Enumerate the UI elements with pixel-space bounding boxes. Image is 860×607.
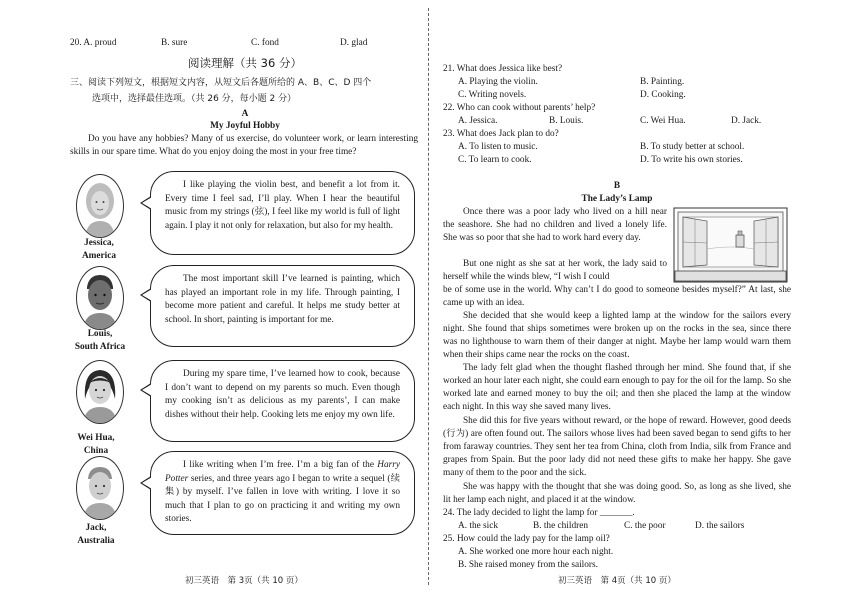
q22-option-d: D. Jack.: [731, 116, 762, 126]
passage-b-paragraph-5: She did this for five years without reward, or the hope of reward. However, good deeds (行为) are often found out. The sailors whose lives had been saved began to send gifts to her from faraway countries. They sent her tea from China, cloth from India, silk from France and grapes from Spain. But the poor lady did not need these gifts to make her happy. She gave many of them to the poor and the sick.: [443, 416, 791, 478]
passage-a-title: My Joyful Hobby: [210, 121, 280, 131]
q23-option-a: A. To listen to music.: [458, 142, 538, 152]
q23-option-d: D. To write his own stories.: [640, 155, 743, 165]
weihua-avatar: [76, 360, 124, 424]
jessica-text: I like playing the violin best, and benefit a lot from it. Every time I feel sad, I’ll play. When I hear the beautiful music from my strings (弦), I feel like my world is full of light again. I play it not only for relaxation, but also for my health.: [165, 180, 400, 231]
q23-option-b: B. To study better at school.: [640, 142, 745, 152]
louis-text: The most important skill I’ve learned is painting, which has played an important role in my life. Through painting, I become more patient and careful. It helps me study better at school. In short, painting is important for me.: [165, 274, 400, 325]
q22-option-b: B. Louis.: [549, 116, 584, 126]
q23-option-c: C. To learn to cook.: [458, 155, 532, 165]
passage-b-paragraph-4: The lady felt glad when the thought flashed through her mind. She found that, if she worked an hour later each night, she could earn enough to pay for the oil for the lamp. So she worked late and earned money to buy the oil; and then she placed the lamp at the window each night. In this way she saved many lives.: [443, 363, 791, 412]
passage-a-letter: A: [241, 109, 249, 119]
weihua-name: Wei Hua, China: [77, 433, 115, 456]
q24-option-b: B. the children: [533, 521, 588, 531]
jack-speech-bubble: [150, 451, 415, 535]
passage-b-paragraph-2b: be of some use in the world. Why can’t I do good to someone besides myself?” At last, she came up with an idea.: [443, 285, 791, 308]
q20-option-b: B. sure: [161, 38, 188, 48]
weihua-text: During my spare time, I’ve learned how to cook, because I don’t want to depend on my parents so much. Even though my cooking isn’t as delicious as my parents’, I can make dishes without their help. Cooking lets me enjoy my own life.: [165, 369, 400, 420]
jack-text: I like writing when I’m free. I’m a big fan of the Harry Potter series, and three years ago I began to write a sequel (续集) by myself. I’ve fallen in love with writing. I love it so much that I plan to go on practicing it and writing my own stories.: [165, 460, 400, 524]
q24-stem: 24. The lady decided to light the lamp for _______.: [443, 508, 635, 518]
q24-option-c: C. the poor: [624, 521, 666, 531]
passage-b-paragraph-2a: But one night as she sat at her work, the lady said to herself while the winds blew, “I wish I could: [443, 259, 667, 282]
passage-b-letter: B: [613, 181, 621, 191]
q24-option-d: D. the sailors: [695, 521, 745, 531]
left-page-footer: 初三英语 第 3页（共 10 页）: [185, 576, 303, 586]
q20-option-c: C. fond: [251, 38, 279, 48]
louis-avatar: [76, 266, 124, 330]
q21-option-c: C. Writing novels.: [458, 90, 527, 100]
page-divider: [428, 8, 429, 585]
passage-b-title: The Lady’s Lamp: [581, 194, 653, 204]
q20-stem: 20. A. proud: [70, 38, 117, 48]
q21-option-d: D. Cooking.: [640, 90, 686, 100]
section-title: 阅读理解（共 36 分）: [188, 56, 302, 70]
passage-a-intro: Do you have any hobbies? Many of us exercise, do volunteer work, or learn interesting skills in our spare time. What do you enjoy doing the most in your free time?: [70, 134, 418, 157]
right-page-footer: 初三英语 第 4页（共 10 页）: [558, 576, 676, 586]
passage-b-paragraph-3: She decided that she would keep a lighted lamp at the window for the sailors every night. She found that ships sometimes were broken up on the rocks in the sea, since there was no lighthouse to warn them of their danger at night. Maybe her lamp would warn them when their ships came near the rocks on the coast.: [443, 311, 791, 360]
q25-option-b: B. She raised money from the sailors.: [458, 560, 598, 570]
instructions-line-1: 三、阅读下列短文，根据短文内容，从短文后各题所给的 A、B、C、D 四个: [70, 78, 372, 88]
q21-stem: 21. What does Jessica like best?: [443, 64, 563, 74]
jessica-name: Jessica, America: [81, 238, 117, 261]
q21-option-b: B. Painting.: [640, 77, 685, 87]
window-lamp-illustration: [673, 207, 788, 283]
jessica-avatar: [76, 174, 124, 238]
q22-stem: 22. Who can cook without parents’ help?: [443, 103, 596, 113]
instructions-line-2: 选项中，选择最佳选项。（共 26 分，每小题 2 分）: [92, 94, 297, 104]
q21-option-a: A. Playing the violin.: [458, 77, 538, 87]
q23-stem: 23. What does Jack plan to do?: [443, 129, 559, 139]
q22-option-c: C. Wei Hua.: [640, 116, 686, 126]
q24-option-a: A. the sick: [458, 521, 499, 531]
q22-option-a: A. Jessica.: [458, 116, 498, 126]
jessica-speech-bubble: [150, 171, 415, 255]
q20-option-d: D. glad: [340, 38, 368, 48]
jack-avatar: [76, 456, 124, 520]
q25-stem: 25. How could the lady pay for the lamp oil?: [443, 534, 610, 544]
jack-name: Jack, Australia: [77, 523, 115, 546]
passage-b-paragraph-1: Once there was a poor lady who lived on a hill near the seashore. She had no children and lived a lonely life. She was so poor that she had to work hard every day.: [443, 207, 667, 243]
weihua-speech-bubble: [150, 360, 415, 442]
passage-b-paragraph-6: She was happy with the thought that she was doing good. So, as long as she lived, she lit her lamp each night, and placed it at the window.: [443, 482, 791, 505]
q25-option-a: A. She worked one more hour each night.: [458, 547, 614, 557]
louis-speech-bubble: [150, 265, 415, 347]
louis-name: Louis, South Africa: [74, 329, 126, 352]
